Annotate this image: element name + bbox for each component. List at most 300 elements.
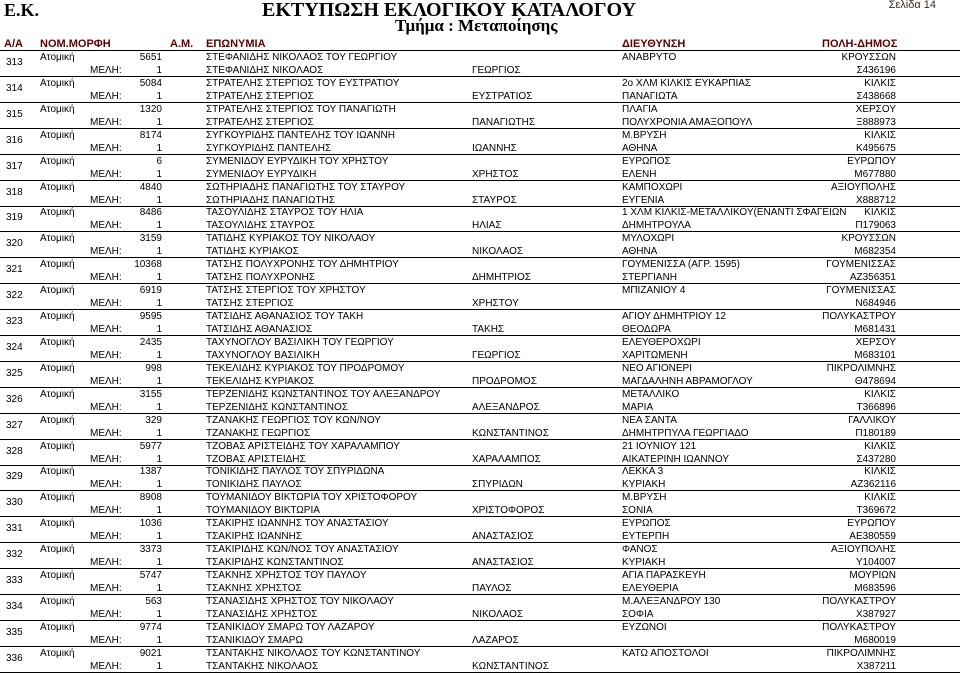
record-aa: 316 xyxy=(6,134,23,146)
record-row xyxy=(0,310,960,336)
record-legal-form: Ατομική xyxy=(40,311,75,322)
record-city: ΚΙΛΚΙΣ xyxy=(864,466,896,478)
record-city: ΑΞΙΟΥΠΟΛΗΣ xyxy=(831,181,896,193)
record-business-name: ΤΣΑΚΝΗΣ ΧΡΗΣΤΟΣ ΤΟΥ ΠΑΥΛΟΥ xyxy=(206,570,367,581)
record-am-number: 6919 xyxy=(139,285,162,297)
record-member-name: ΤΣΑΝΤΑΚΗΣ ΝΙΚΟΛΑΟΣ xyxy=(206,660,319,672)
record-member-name: ΤΣΑΚΙΡΙΔΗΣ ΚΩΝΣΤΑΝΤΙΝΟΣ xyxy=(206,557,344,569)
record-am-number: 5651 xyxy=(139,52,162,63)
record-legal-form: Ατομική xyxy=(40,544,75,556)
record-member-name: ΤΣΑΝΑΣΙΔΗΣ ΧΡΗΣΤΟΣ xyxy=(206,608,318,620)
record-mother-name: ΧΑΡΙΤΩΜΕΝΗ xyxy=(622,349,688,361)
record-city: ΓΟΥΜΕΝΙΣΣΑΣ xyxy=(826,285,896,297)
record-business-name: ΤΑΤΣΗΣ ΣΤΕΡΓΙΟΣ ΤΟΥ ΧΡΗΣΤΟΥ xyxy=(206,285,366,297)
record-id-number: Ξ888973 xyxy=(856,116,896,128)
record-business-name: ΤΑΤΣΙΔΗΣ ΑΘΑΝΑΣΙΟΣ ΤΟΥ ΤΑΚΗ xyxy=(206,311,364,322)
record-business-name: ΤΣΑΚΙΡΙΔΗΣ ΚΩΝ/ΝΟΣ ΤΟΥ ΑΝΑΣΤΑΣΙΟΥ xyxy=(206,544,399,556)
record-city: ΑΞΙΟΥΠΟΛΗΣ xyxy=(831,544,896,556)
report-title: ΕΚΤΥΠΩΣΗ ΕΚΛΟΓΙΚΟΥ ΚΑΤΑΛΟΓΟΥ xyxy=(262,0,637,21)
record-am-number: 1320 xyxy=(139,103,162,115)
record-legal-form: Ατομική xyxy=(40,518,75,530)
record-mother-name: ΑΘΗΝΑ xyxy=(622,142,658,154)
record-mother-name: ΚΥΡΙΑΚΗ xyxy=(622,479,666,491)
record-member-name: ΤΟΥΜΑΝΙΔΟΥ ΒΙΚΤΩΡΙΑ xyxy=(206,505,320,517)
record-city: ΚΡΟΥΣΣΩΝ xyxy=(841,52,896,63)
record-father-name: ΕΥΣΤΡΑΤΙΟΣ xyxy=(472,90,533,102)
record-id-number: Σ436196 xyxy=(856,65,896,76)
record-address: 21 ΙΟΥΝΙΟΥ 121 xyxy=(622,440,697,452)
record-member-label: ΜΕΛΗ: xyxy=(90,583,122,594)
record-business-name: ΤΟΝΙΚΙΔΗΣ ΠΑΥΛΟΣ ΤΟΥ ΣΠΥΡΙΔΩΝΑ xyxy=(206,466,385,478)
record-father-name: ΠΡΟΔΡΟΜΟΣ xyxy=(472,375,537,387)
record-father-name: ΣΠΥΡΙΔΩΝ xyxy=(472,479,523,491)
record-city: ΚΙΛΚΙΣ xyxy=(864,77,896,89)
record-mother-name: ΑΘΗΝΑ xyxy=(622,246,658,258)
record-row xyxy=(0,103,960,129)
record-id-number: Χ387211 xyxy=(856,660,896,672)
record-aa: 328 xyxy=(6,445,23,457)
record-mother-name: ΑΙΚΑΤΕΡΙΝΗ ΙΩΑΝΝΟΥ xyxy=(622,453,729,465)
record-business-name: ΤΣΑΝΙΚΙΔΟΥ ΣΜΑΡΩ ΤΟΥ ΛΑΖΑΡΟΥ xyxy=(206,621,375,633)
record-member-name: ΤΑΤΙΔΗΣ ΚΥΡΙΑΚΟΣ xyxy=(206,246,299,258)
record-business-name: ΣΥΜΕΝΙΔΟΥ ΕΥΡΥΔΙΚΗ ΤΟΥ ΧΡΗΣΤΟΥ xyxy=(206,155,389,167)
record-member-name: ΣΤΕΦΑΝΙΔΗΣ ΝΙΚΟΛΑΟΣ xyxy=(206,65,324,76)
record-aa: 333 xyxy=(6,575,23,586)
record-aa: 329 xyxy=(6,471,23,483)
record-member-label: ΜΕΛΗ: xyxy=(90,505,122,517)
record-id-number: Τ369672 xyxy=(856,505,896,517)
record-father-name: ΠΑΝΑΓΙΩΤΗΣ xyxy=(472,116,536,128)
record-member-number: 1 xyxy=(156,168,162,180)
record-member-number: 1 xyxy=(156,272,162,284)
record-am-number: 9774 xyxy=(139,621,162,633)
record-member-name: ΤΑΤΣΙΔΗΣ ΑΘΑΝΑΣΙΟΣ xyxy=(206,324,313,335)
record-am-number: 8486 xyxy=(139,207,162,219)
record-row xyxy=(0,336,960,362)
record-mother-name: ΔΗΜΗΤΡΠΥΛΑ ΓΕΩΡΓΙΑΔΟ xyxy=(622,427,749,439)
record-member-number: 1 xyxy=(156,349,162,361)
record-member-label: ΜΕΛΗ: xyxy=(90,90,122,102)
record-member-name: ΤΖΑΝΑΚΗΣ ΓΕΩΡΓΙΟΣ xyxy=(206,427,311,439)
record-address: ΛΕΚΚΑ 3 xyxy=(622,466,664,478)
record-id-number: Σ438668 xyxy=(856,90,896,102)
record-address: ΜΥΛΟΧΩΡΙ xyxy=(622,233,675,245)
record-row xyxy=(0,414,960,440)
record-business-name: ΤΑΤΣΗΣ ΠΟΛΥΧΡΟΝΗΣ ΤΟΥ ΔΗΜΗΤΡΙΟΥ xyxy=(206,259,399,271)
record-member-label: ΜΕΛΗ: xyxy=(90,608,122,620)
record-member-number: 1 xyxy=(156,660,162,672)
record-address: ΑΓΙΑ ΠΑΡΑΣΚΕΥΗ xyxy=(622,570,706,581)
record-member-label: ΜΕΛΗ: xyxy=(90,298,122,310)
record-address: ΓΟΥΜΕΝΙΣΣΑ (ΑΓΡ. 1595) xyxy=(622,259,740,271)
record-row xyxy=(0,155,960,181)
col-city: ΠΟΛΗ-ΔΗΜΟΣ xyxy=(822,38,898,50)
record-mother-name: ΕΛΕΝΗ xyxy=(622,168,657,180)
record-father-name: ΧΡΗΣΤΟΥ xyxy=(472,298,519,310)
record-id-number: Μ677880 xyxy=(854,168,896,180)
col-name: ΕΠΩΝΥΜΙΑ xyxy=(206,38,266,50)
record-legal-form: Ατομική xyxy=(40,388,75,400)
record-am-number: 8908 xyxy=(139,492,162,504)
record-city: ΚΙΛΚΙΣ xyxy=(864,492,896,504)
record-am-number: 5977 xyxy=(139,440,162,452)
record-business-name: ΣΤΕΦΑΝΙΔΗΣ ΝΙΚΟΛΑΟΣ ΤΟΥ ΓΕΩΡΓΙΟΥ xyxy=(206,52,398,63)
record-aa: 334 xyxy=(6,600,23,612)
org-abbrev: Ε.Κ. xyxy=(4,0,40,20)
record-address: ΜΠΙΖΑΝΙΟΥ 4 xyxy=(622,285,686,297)
record-father-name: ΤΑΚΗΣ xyxy=(472,324,505,335)
record-legal-form: Ατομική xyxy=(40,621,75,633)
record-address: 2ο ΧΛΜ ΚΙΛΚΙΣ ΕΥΚΑΡΠΙΑΣ xyxy=(622,77,752,89)
report-subtitle: Τμήμα : Μεταποίησης xyxy=(395,16,558,35)
record-legal-form: Ατομική xyxy=(40,103,75,115)
record-am-number: 3373 xyxy=(139,544,162,556)
record-member-number: 1 xyxy=(156,324,162,335)
record-father-name: ΓΕΩΡΓΙΟΣ xyxy=(472,65,521,76)
record-father-name: ΛΑΖΑΡΟΣ xyxy=(472,634,519,646)
record-aa: 319 xyxy=(6,212,23,224)
record-member-number: 1 xyxy=(156,427,162,439)
record-member-name: ΤΑΣΟΥΛΙΔΗΣ ΣΤΑΥΡΟΣ xyxy=(206,220,315,232)
record-aa: 322 xyxy=(6,290,23,302)
record-row xyxy=(0,258,960,284)
record-row xyxy=(0,129,960,155)
col-aa: Α/Α xyxy=(4,38,23,50)
record-legal-form: Ατομική xyxy=(40,207,75,219)
record-am-number: 9595 xyxy=(139,311,162,322)
record-aa: 326 xyxy=(6,393,23,405)
record-member-number: 1 xyxy=(156,90,162,102)
record-legal-form: Ατομική xyxy=(40,647,75,659)
record-father-name: ΚΩΝΣΤΑΝΤΙΝΟΣ xyxy=(472,427,549,439)
record-member-name: ΤΕΚΕΛΙΔΗΣ ΚΥΡΙΑΚΟΣ xyxy=(206,375,315,387)
record-aa: 320 xyxy=(6,238,23,250)
record-aa: 336 xyxy=(6,652,23,664)
record-member-label: ΜΕΛΗ: xyxy=(90,375,122,387)
record-row xyxy=(0,362,960,388)
record-aa: 327 xyxy=(6,419,23,431)
record-legal-form: Ατομική xyxy=(40,570,75,581)
record-row xyxy=(0,595,960,621)
record-aa: 332 xyxy=(6,549,23,561)
record-father-name: ΠΑΥΛΟΣ xyxy=(472,583,512,594)
record-aa: 323 xyxy=(6,316,23,327)
record-father-name: ΓΕΩΡΓΙΟΣ xyxy=(472,349,521,361)
record-city: ΚΙΛΚΙΣ xyxy=(864,440,896,452)
record-address: ΦΑΝΟΣ xyxy=(622,544,658,556)
record-member-number: 1 xyxy=(156,246,162,258)
record-business-name: ΤΖΑΝΑΚΗΣ ΓΕΩΡΓΙΟΣ ΤΟΥ ΚΩΝ/ΝΟΥ xyxy=(206,414,381,426)
record-city: ΠΟΛΥΚΑΣΤΡΟΥ xyxy=(822,595,896,607)
record-city: ΕΥΡΩΠΟΥ xyxy=(847,518,896,530)
page-number: Σελίδα 14 xyxy=(888,0,936,11)
record-member-label: ΜΕΛΗ: xyxy=(90,660,122,672)
record-father-name: ΑΛΕΞΑΝΔΡΟΣ xyxy=(472,401,540,413)
record-aa: 335 xyxy=(6,626,23,638)
col-legal-form: ΝΟΜ.ΜΟΡΦΗ xyxy=(40,38,111,50)
record-address: 1 ΧΛΜ ΚΙΛΚΙΣ-ΜΕΤΑΛΛΙΚΟΥ(ΕΝΑΝΤΙ ΣΦΑΓΕΙΩΝ xyxy=(622,207,847,219)
record-member-label: ΜΕΛΗ: xyxy=(90,634,122,646)
record-id-number: Μ681431 xyxy=(854,324,896,335)
record-father-name: ΔΗΜΗΤΡΙΟΣ xyxy=(472,272,531,284)
record-member-number: 1 xyxy=(156,116,162,128)
record-member-label: ΜΕΛΗ: xyxy=(90,557,122,569)
record-address: ΕΥΡΩΠΟΣ xyxy=(622,155,671,167)
record-business-name: ΣΤΡΑΤΕΛΗΣ ΣΤΕΡΓΙΟΣ ΤΟΥ ΕΥΣΤΡΑΤΙΟΥ xyxy=(206,77,400,89)
record-father-name: ΧΡΗΣΤΟΣ xyxy=(472,168,519,180)
record-id-number: Μ683101 xyxy=(854,349,896,361)
record-id-number: ΑΕ380559 xyxy=(849,531,896,543)
record-city: ΧΕΡΣΟΥ xyxy=(855,103,896,115)
record-member-name: ΣΤΡΑΤΕΛΗΣ ΣΤΕΡΓΙΟΣ xyxy=(206,116,314,128)
record-legal-form: Ατομική xyxy=(40,362,75,374)
record-member-name: ΣΤΡΑΤΕΛΗΣ ΣΤΕΡΓΙΟΣ xyxy=(206,90,314,102)
record-business-name: ΤΕΡΖΕΝΙΔΗΣ ΚΩΝΣΤΑΝΤΙΝΟΣ ΤΟΥ ΑΛΕΞΑΝΔΡΟΥ xyxy=(206,388,441,400)
record-id-number: Θ478694 xyxy=(854,375,896,387)
record-am-number: 1387 xyxy=(139,466,162,478)
record-member-name: ΤΑΧΥΝΟΓΛΟΥ ΒΑΣΙΛΙΚΗ xyxy=(206,349,320,361)
record-am-number: 6 xyxy=(156,155,162,167)
record-am-number: 2435 xyxy=(139,336,162,348)
record-business-name: ΤΟΥΜΑΝΙΔΟΥ ΒΙΚΤΩΡΙΑ ΤΟΥ ΧΡΙΣΤΟΦΟΡΟΥ xyxy=(206,492,418,504)
record-member-number: 1 xyxy=(156,375,162,387)
record-address: ΑΝΑΒΡΥΤΟ xyxy=(622,52,677,63)
record-member-number: 1 xyxy=(156,479,162,491)
record-mother-name: ΘΕΟΔΩΡΑ xyxy=(622,324,671,335)
record-member-name: ΤΕΡΖΕΝΙΔΗΣ ΚΩΝΣΤΑΝΤΙΝΟΣ xyxy=(206,401,348,413)
record-mother-name: ΜΑΡΙΑ xyxy=(622,401,654,413)
record-address: ΑΓΙΟΥ ΔΗΜΗΤΡΙΟΥ 12 xyxy=(622,311,726,322)
record-member-label: ΜΕΛΗ: xyxy=(90,272,122,284)
record-member-number: 1 xyxy=(156,531,162,543)
record-member-number: 1 xyxy=(156,401,162,413)
record-member-name: ΤΣΑΚΝΗΣ ΧΡΗΣΤΟΣ xyxy=(206,583,302,594)
record-am-number: 4840 xyxy=(139,181,162,193)
record-city: ΓΑΛΛΙΚΟΥ xyxy=(848,414,896,426)
record-address: ΕΛΕΥΘΕΡΟΧΩΡΙ xyxy=(622,336,701,348)
record-member-number: 1 xyxy=(156,194,162,206)
record-business-name: ΤΣΑΝΑΣΙΔΗΣ ΧΡΗΣΤΟΣ ΤΟΥ ΝΙΚΟΛΑΟΥ xyxy=(206,595,394,607)
record-city: ΠΟΛΥΚΑΣΤΡΟΥ xyxy=(822,621,896,633)
record-member-name: ΣΥΜΕΝΙΔΟΥ ΕΥΡΥΔΙΚΗ xyxy=(206,168,317,180)
record-aa: 315 xyxy=(6,108,23,120)
record-address: ΚΑΤΩ ΑΠΟΣΤΟΛΟΙ xyxy=(622,647,709,659)
record-business-name: ΤΑΤΙΔΗΣ ΚΥΡΙΑΚΟΣ ΤΟΥ ΝΙΚΟΛΑΟΥ xyxy=(206,233,376,245)
record-legal-form: Ατομική xyxy=(40,336,75,348)
record-address: ΕΥΡΩΠΟΣ xyxy=(622,518,671,530)
record-am-number: 329 xyxy=(145,414,162,426)
record-city: ΚΙΛΚΙΣ xyxy=(864,388,896,400)
record-legal-form: Ατομική xyxy=(40,181,75,193)
record-member-label: ΜΕΛΗ: xyxy=(90,349,122,361)
record-member-label: ΜΕΛΗ: xyxy=(90,220,122,232)
record-address: Μ.ΑΛΕΞΑΝΔΡΟΥ 130 xyxy=(622,595,721,607)
record-member-number: 1 xyxy=(156,634,162,646)
col-address: ΔΙΕΥΘΥΝΣΗ xyxy=(622,38,686,50)
record-address: ΚΑΜΠΟΧΩΡΙ xyxy=(622,181,683,193)
record-id-number: Σ437280 xyxy=(856,453,896,465)
record-mother-name: ΠΟΛΥΧΡΟΝΙΑ ΑΜΑΞΟΠΟΥΛ xyxy=(622,116,753,128)
record-member-number: 1 xyxy=(156,142,162,154)
record-mother-name: ΜΑΓΔΑΛΗΝΗ ΑΒΡΑΜΟΓΛΟΥ xyxy=(622,375,753,387)
record-id-number: Υ104007 xyxy=(855,557,896,569)
record-father-name: ΑΝΑΣΤΑΣΙΟΣ xyxy=(472,557,534,569)
record-mother-name: ΕΥΤΕΡΠΗ xyxy=(622,531,670,543)
record-am-number: 10368 xyxy=(134,259,162,271)
record-aa: 317 xyxy=(6,160,23,172)
record-business-name: ΤΣΑΚΙΡΗΣ ΙΩΑΝΝΗΣ ΤΟΥ ΑΝΑΣΤΑΣΙΟΥ xyxy=(206,518,389,530)
record-member-label: ΜΕΛΗ: xyxy=(90,479,122,491)
record-aa: 324 xyxy=(6,341,23,353)
record-member-label: ΜΕΛΗ: xyxy=(90,401,122,413)
record-address: ΕΥΖΩΝΟΙ xyxy=(622,621,667,633)
record-member-label: ΜΕΛΗ: xyxy=(90,531,122,543)
record-mother-name: ΕΛΕΥΘΕΡΙΑ xyxy=(622,583,679,594)
record-am-number: 563 xyxy=(145,595,162,607)
record-father-name: ΝΙΚΟΛΑΟΣ xyxy=(472,608,524,620)
record-member-number: 1 xyxy=(156,505,162,517)
record-am-number: 8174 xyxy=(139,129,162,141)
record-aa: 314 xyxy=(6,82,23,94)
record-member-name: ΤΑΤΣΗΣ ΠΟΛΥΧΡΟΝΗΣ xyxy=(206,272,315,284)
record-member-label: ΜΕΛΗ: xyxy=(90,453,122,465)
record-row xyxy=(0,51,960,77)
record-city: ΚΙΛΚΙΣ xyxy=(864,207,896,219)
record-father-name: ΗΛΙΑΣ xyxy=(472,220,502,232)
record-id-number: Ν684946 xyxy=(855,298,896,310)
record-legal-form: Ατομική xyxy=(40,233,75,245)
record-member-label: ΜΕΛΗ: xyxy=(90,427,122,439)
record-member-name: ΤΑΤΣΗΣ ΣΤΕΡΓΙΟΣ xyxy=(206,298,294,310)
record-member-number: 1 xyxy=(156,453,162,465)
record-legal-form: Ατομική xyxy=(40,52,75,63)
record-member-name: ΤΣΑΚΙΡΗΣ ΙΩΑΝΝΗΣ xyxy=(206,531,303,543)
record-city: ΠΙΚΡΟΛΙΜΝΗΣ xyxy=(826,647,896,659)
record-mother-name: ΣΟΦΙΑ xyxy=(622,608,654,620)
record-city: ΠΙΚΡΟΛΙΜΝΗΣ xyxy=(826,362,896,374)
record-am-number: 998 xyxy=(145,362,162,374)
record-member-number: 1 xyxy=(156,298,162,310)
record-member-name: ΤΟΝΙΚΙΔΗΣ ΠΑΥΛΟΣ xyxy=(206,479,302,491)
record-am-number: 1036 xyxy=(139,518,162,530)
record-mother-name: ΚΥΡΙΑΚΗ xyxy=(622,557,666,569)
record-aa: 313 xyxy=(6,57,23,68)
record-legal-form: Ατομική xyxy=(40,595,75,607)
record-legal-form: Ατομική xyxy=(40,466,75,478)
record-row xyxy=(0,569,960,595)
record-father-name: ΧΡΙΣΤΟΦΟΡΟΣ xyxy=(472,505,545,517)
record-id-number: Χ387927 xyxy=(855,608,896,620)
record-id-number: Κ495675 xyxy=(855,142,896,154)
record-row xyxy=(0,517,960,543)
record-member-name: ΣΩΤΗΡΙΑΔΗΣ ΠΑΝΑΓΙΩΤΗΣ xyxy=(206,194,336,206)
record-id-number: Π179063 xyxy=(855,220,896,232)
record-legal-form: Ατομική xyxy=(40,492,75,504)
record-business-name: ΤΣΑΝΤΑΚΗΣ ΝΙΚΟΛΑΟΣ ΤΟΥ ΚΩΝΣΤΑΝΤΙΝΟΥ xyxy=(206,647,421,659)
record-aa: 318 xyxy=(6,186,23,198)
record-am-number: 5747 xyxy=(139,570,162,581)
record-father-name: ΧΑΡΑΛΑΜΠΟΣ xyxy=(472,453,541,465)
record-id-number: Π180189 xyxy=(855,427,896,439)
record-address: ΝΕΟ ΑΓΙΟΝΕΡΙ xyxy=(622,362,692,374)
record-member-name: ΣΥΓΚΟΥΡΙΔΗΣ ΠΑΝΤΕΛΗΣ xyxy=(206,142,332,154)
record-business-name: ΤΕΚΕΛΙΔΗΣ ΚΥΡΙΑΚΟΣ ΤΟΥ ΠΡΟΔΡΟΜΟΥ xyxy=(206,362,405,374)
record-row xyxy=(0,77,960,103)
record-row xyxy=(0,621,960,647)
record-id-number: ΑΖ356351 xyxy=(849,272,896,284)
record-aa: 321 xyxy=(6,264,23,276)
record-row xyxy=(0,284,960,310)
record-member-label: ΜΕΛΗ: xyxy=(90,116,122,128)
record-row xyxy=(0,206,960,232)
record-city: ΜΟΥΡΙΩΝ xyxy=(849,570,896,581)
record-city: ΓΟΥΜΕΝΙΣΣΑΣ xyxy=(826,259,896,271)
record-legal-form: Ατομική xyxy=(40,77,75,89)
record-business-name: ΤΑΣΟΥΛΙΔΗΣ ΣΤΑΥΡΟΣ ΤΟΥ ΗΛΙΑ xyxy=(206,207,364,219)
record-member-name: ΤΖΟΒΑΣ ΑΡΙΣΤΕΙΔΗΣ xyxy=(206,453,306,465)
record-member-number: 1 xyxy=(156,583,162,594)
record-am-number: 5084 xyxy=(139,77,162,89)
record-mother-name: ΣΟΝΙΑ xyxy=(622,505,653,517)
record-member-number: 1 xyxy=(156,557,162,569)
record-id-number: Τ366896 xyxy=(856,401,896,413)
record-legal-form: Ατομική xyxy=(40,285,75,297)
record-mother-name: ΔΗΜΗΤΡΟΥΛΑ xyxy=(622,220,691,232)
record-business-name: ΤΖΟΒΑΣ ΑΡΙΣΤΕΙΔΗΣ ΤΟΥ ΧΑΡΑΛΑΜΠΟΥ xyxy=(206,440,400,452)
record-aa: 330 xyxy=(6,497,23,509)
record-member-label: ΜΕΛΗ: xyxy=(90,142,122,154)
record-address: ΝΕΑ ΣΑΝΤΑ xyxy=(622,414,677,426)
record-mother-name: ΣΤΕΡΓΙΑΝΗ xyxy=(622,272,678,284)
record-row xyxy=(0,232,960,258)
record-father-name: ΑΝΑΣΤΑΣΙΟΣ xyxy=(472,531,534,543)
record-business-name: ΣΥΓΚΟΥΡΙΔΗΣ ΠΑΝΤΕΛΗΣ ΤΟΥ ΙΩΑΝΝΗ xyxy=(206,129,395,141)
record-member-label: ΜΕΛΗ: xyxy=(90,168,122,180)
record-member-label: ΜΕΛΗ: xyxy=(90,65,122,76)
record-address: Μ.ΒΡΥΣΗ xyxy=(622,492,667,504)
record-row xyxy=(0,491,960,517)
record-id-number: ΑΖ362116 xyxy=(850,479,896,491)
record-mother-name: ΕΥΓΕΝΙΑ xyxy=(622,194,665,206)
record-aa: 331 xyxy=(6,523,23,535)
record-city: ΚΙΛΚΙΣ xyxy=(864,129,896,141)
record-id-number: Χ888712 xyxy=(855,194,896,206)
record-row xyxy=(0,647,960,673)
record-id-number: Μ682354 xyxy=(854,246,896,258)
record-legal-form: Ατομική xyxy=(40,155,75,167)
record-address: Μ.ΒΡΥΣΗ xyxy=(622,129,667,141)
record-id-number: Μ680019 xyxy=(854,634,896,646)
record-member-number: 1 xyxy=(156,608,162,620)
record-aa: 325 xyxy=(6,367,23,379)
record-row xyxy=(0,440,960,466)
record-member-label: ΜΕΛΗ: xyxy=(90,194,122,206)
record-business-name: ΤΑΧΥΝΟΓΛΟΥ ΒΑΣΙΛΙΚΗ ΤΟΥ ΓΕΩΡΓΙΟΥ xyxy=(206,336,394,348)
record-legal-form: Ατομική xyxy=(40,414,75,426)
record-am-number: 9021 xyxy=(139,647,162,659)
record-father-name: ΝΙΚΟΛΑΟΣ xyxy=(472,246,524,258)
record-am-number: 3155 xyxy=(139,388,162,400)
record-business-name: ΣΤΡΑΤΕΛΗΣ ΣΤΕΡΓΙΟΣ ΤΟΥ ΠΑΝΑΓΙΩΤΗ xyxy=(206,103,396,115)
record-father-name: ΙΩΑΝΝΗΣ xyxy=(472,142,517,154)
record-member-label: ΜΕΛΗ: xyxy=(90,324,122,335)
record-address: ΜΕΤΑΛΛΙΚΟ xyxy=(622,388,680,400)
record-row xyxy=(0,465,960,491)
record-row xyxy=(0,543,960,569)
record-city: ΧΕΡΣΟΥ xyxy=(855,336,896,348)
record-legal-form: Ατομική xyxy=(40,259,75,271)
record-member-number: 1 xyxy=(156,220,162,232)
